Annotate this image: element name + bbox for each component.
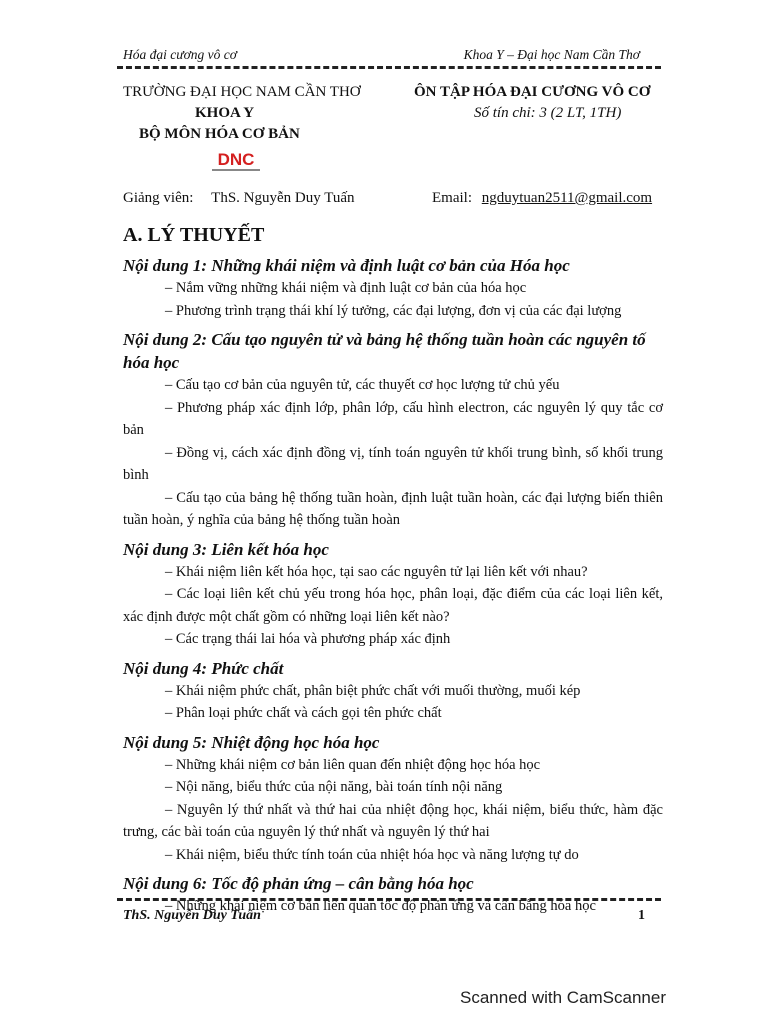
university-name: TRƯỜNG ĐẠI HỌC NAM CẦN THƠ [123, 84, 361, 100]
block-title: Nội dung 4: Phức chất [123, 658, 284, 678]
running-header-right: Khoa Y – Đại học Nam Cần Thơ [463, 47, 640, 62]
block-item: – Nguyên lý thứ nhất và thứ hai của nhiệt động học, khái niệm, biểu thức, hàm đặc trưng, các bài toán của nguyên lý thứ nhất và nguyên lý thứ hai [123, 801, 663, 840]
page-number: 1 [638, 908, 645, 923]
block-item: – Cấu tạo của bảng hệ thống tuần hoàn, định luật tuần hoàn, các đại lượng biến thiên tuần hoàn, ý nghĩa của bảng hệ thống tuần hoàn [123, 489, 663, 528]
course-credits: Số tín chỉ: 3 (2 LT, 1TH) [474, 105, 622, 121]
block-title: Nội dung 2: Cấu tạo nguyên tử và bảng hệ thống tuần hoàn các nguyên tố hóa học [123, 330, 646, 372]
block-item: – Khái niệm liên kết hóa học, tại sao các nguyên tử lại liên kết với nhau? [165, 563, 588, 580]
block-title: Nội dung 1: Những khái niệm và định luật cơ bản của Hóa học [123, 256, 570, 275]
email-link[interactable]: ngduytuan2511@gmail.com [481, 190, 653, 206]
faculty-name: KHOA Y [195, 105, 255, 121]
logo-letters: DNC [217, 150, 255, 169]
header-divider [117, 66, 661, 69]
block-item: – Phân loại phức chất và cách gọi tên phức chất [165, 705, 442, 721]
content-block-4 [123, 657, 663, 725]
lecturer-line [123, 190, 355, 207]
university-logo [206, 150, 266, 172]
block-item: – Cấu tạo cơ bản của nguyên tử, các thuyết cơ học lượng tử chủ yếu [165, 377, 560, 393]
email-line [432, 190, 652, 207]
block-item: – Phương pháp xác định lớp, phân lớp, cấu hình electron, các nguyên lý quy tắc cơ bản [123, 399, 663, 438]
block-item: – Nội năng, biểu thức của nội năng, bài toán tính nội năng [165, 779, 503, 795]
lecturer-label: Giảng viên: [123, 190, 194, 206]
block-item: – Phương trình trạng thái khí lý tưởng, các đại lượng, đơn vị của các đại lượng [165, 302, 622, 319]
content-block-1 [123, 254, 663, 322]
block-item: – Khái niệm phức chất, phân biệt phức chất với muối thường, muối kép [165, 682, 581, 699]
course-title: ÔN TẬP HÓA ĐẠI CƯƠNG VÔ CƠ [414, 84, 651, 100]
course-block [414, 82, 674, 124]
content-area [123, 222, 663, 918]
lecturer-name: ThS. Nguyễn Duy Tuấn [211, 190, 355, 206]
scanner-watermark: Scanned with CamScanner [460, 988, 667, 1007]
block-item: – Các trạng thái lai hóa và phương pháp xác định [165, 631, 451, 647]
email-label: Email: [432, 190, 472, 206]
block-item: – Khái niệm, biểu thức tính toán của nhiệt hóa học và năng lượng tự do [165, 846, 579, 863]
footer-divider [117, 898, 661, 901]
block-item: – Những khái niệm cơ bản liên quan đến nhiệt động học hóa học [165, 756, 541, 773]
block-item: – Đồng vị, cách xác định đồng vị, tính toán nguyên tử khối trung bình, số khối trung bình [123, 444, 663, 483]
block-item: – Những khái niệm cơ bản liên quan tốc độ phản ứng và cân bằng hóa học [165, 898, 596, 914]
content-block-3 [123, 538, 663, 651]
running-header-left: Hóa đại cương vô cơ [123, 47, 237, 62]
block-title: Nội dung 6: Tốc độ phản ứng – cân bằng hóa học [123, 874, 474, 893]
block-item: – Nắm vững những khái niệm và định luật cơ bản của hóa học [165, 280, 527, 296]
footer-author: ThS. Nguyễn Duy Tuấn [123, 908, 261, 923]
block-item: – Các loại liên kết chủ yếu trong hóa học, phân loại, đặc điểm của các loại liên kết, xác định được một chất gồm có những loại liên kết nào? [123, 586, 663, 625]
content-block-5 [123, 731, 663, 867]
institution-block [123, 82, 393, 145]
section-title: A. LÝ THUYẾT [123, 224, 265, 246]
department-name: BỘ MÔN HÓA CƠ BẢN [139, 126, 300, 142]
block-title: Nội dung 3: Liên kết hóa học [123, 539, 329, 559]
content-block-2 [123, 328, 663, 532]
block-title: Nội dung 5: Nhiệt động học hóa học [123, 732, 380, 752]
